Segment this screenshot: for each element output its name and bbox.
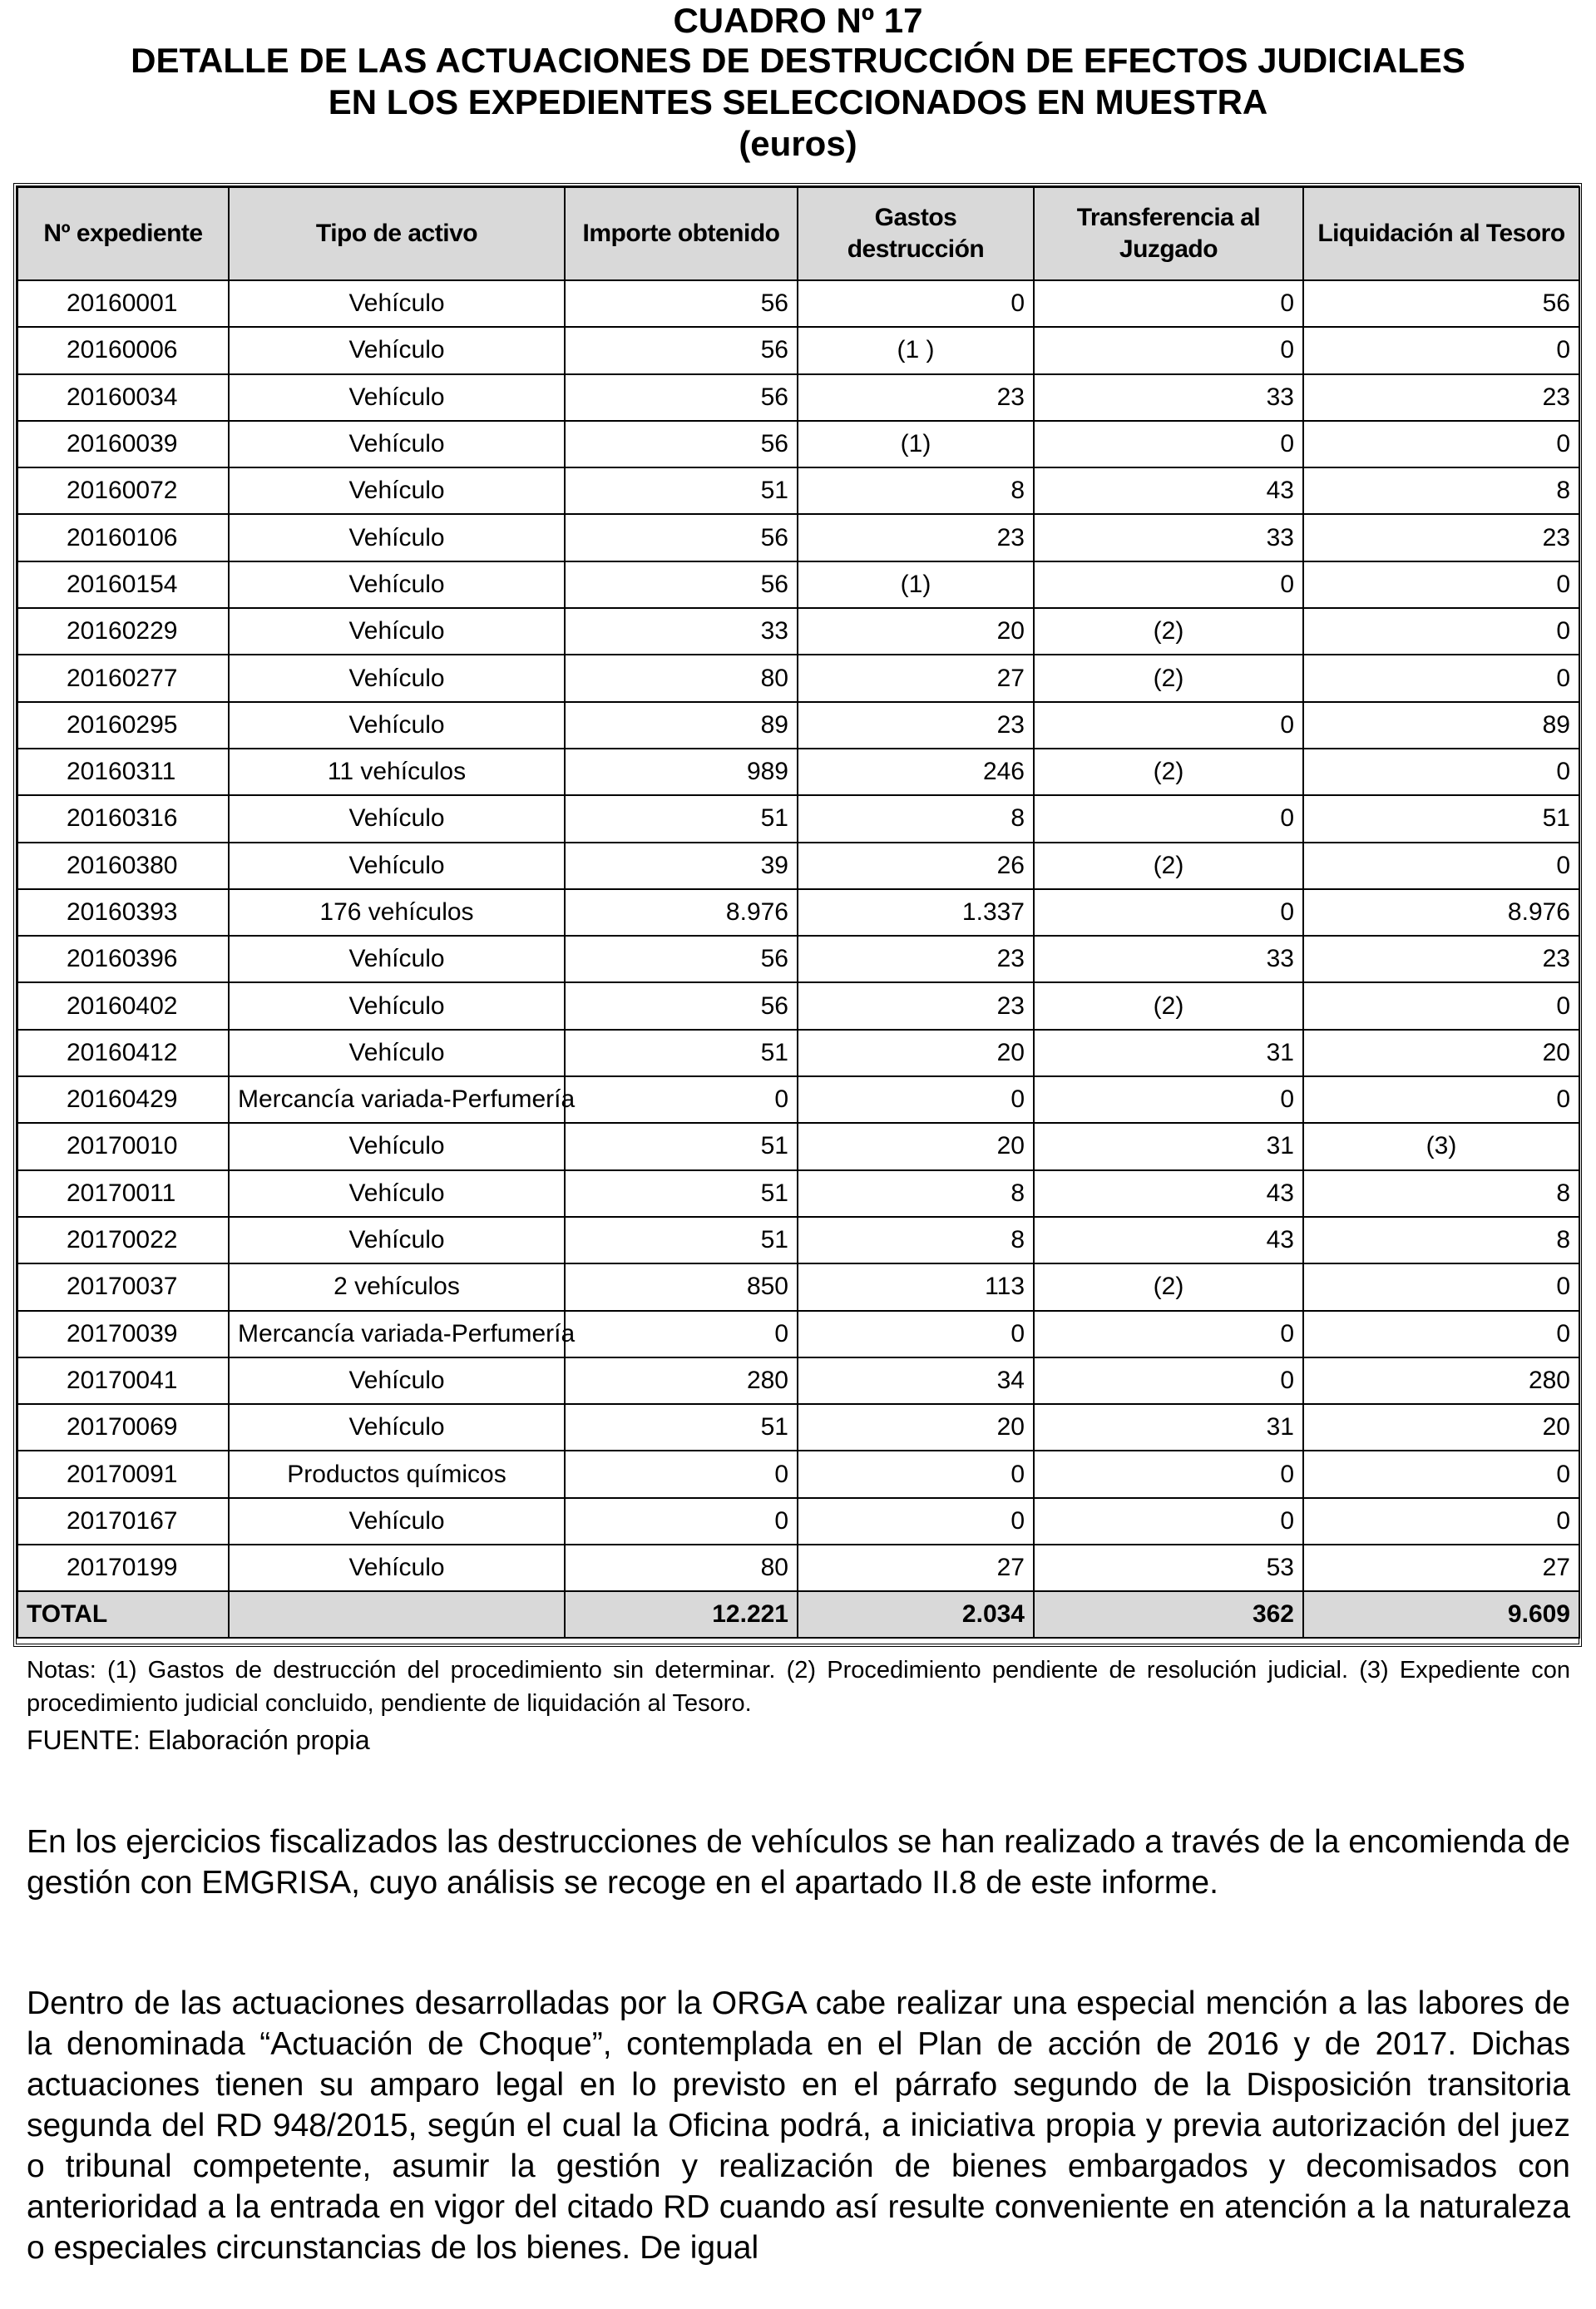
cell-importe: 8.976 [565,889,798,936]
cell-transferencia: (2) [1034,843,1303,889]
cell-liquidacion: 0 [1303,843,1579,889]
cell-liquidacion: 0 [1303,1311,1579,1357]
cell-gastos: 26 [798,843,1034,889]
cell-expediente: 20170010 [17,1123,229,1169]
cell-transferencia: 0 [1034,1311,1303,1357]
cell-gastos: 27 [798,1545,1034,1591]
total-label: TOTAL [17,1591,229,1638]
body-paragraph-2: Dentro de las actuaciones desarrolladas por la ORGA cabe realizar una especial mención a las labores de la denominada “Actuación de Choque”, contemplada en el Plan de acción de 2016 y de 2017. Dichas actuaciones tienen su amparo legal en lo previsto en el párrafo segundo de la Disposición transitoria segunda del RD 948/2015, según el cual la Oficina podrá, a iniciativa propia y previa autorización del juez o tribunal competente, asumir la gestión y realización de bienes embargados y decomisados con anterioridad a la entrada en vigor del citado RD cuando así resulte conveniente en atención a la naturaleza o especiales circunstancias de los bienes. De igual [27,1985,1570,2266]
table-row [17,374,1579,421]
header-gastos: Gastos destrucción [798,187,1034,280]
cell-tipo-activo: Mercancía variada-Perfumería [229,1311,565,1357]
total-tipo [229,1591,565,1638]
cell-expediente: 20160001 [17,280,229,327]
cell-gastos: 0 [798,280,1034,327]
cell-expediente: 20160072 [17,467,229,514]
cell-tipo-activo: Vehículo [229,1404,565,1451]
cell-liquidacion: 23 [1303,514,1579,561]
cell-importe: 0 [565,1311,798,1357]
cell-expediente: 20160412 [17,1030,229,1076]
total-row [17,1591,1579,1638]
cell-transferencia: 0 [1034,421,1303,467]
cell-tipo-activo: 176 vehículos [229,889,565,936]
cell-liquidacion: 0 [1303,421,1579,467]
cell-transferencia: 43 [1034,1170,1303,1217]
cell-tipo-activo: Vehículo [229,1498,565,1545]
cell-importe: 89 [565,702,798,749]
cell-liquidacion: 0 [1303,327,1579,373]
cell-liquidacion: 0 [1303,1076,1579,1123]
cell-importe: 0 [565,1076,798,1123]
cell-expediente: 20160295 [17,702,229,749]
cell-liquidacion: 0 [1303,1263,1579,1310]
cell-transferencia: 0 [1034,1357,1303,1404]
cell-tipo-activo: Vehículo [229,1357,565,1404]
table-body [17,280,1579,1591]
table-row [17,1311,1579,1357]
cell-tipo-activo: Vehículo [229,1217,565,1263]
cell-expediente: 20160277 [17,655,229,701]
table-row [17,1076,1579,1123]
cell-liquidacion: 0 [1303,561,1579,608]
cell-importe: 0 [565,1451,798,1497]
table-source: FUENTE: Elaboración propia [27,1725,370,1755]
cell-gastos: (1 ) [798,327,1034,373]
total-gastos: 2.034 [798,1591,1034,1638]
cell-expediente: 20170037 [17,1263,229,1310]
cell-importe: 80 [565,1545,798,1591]
cell-expediente: 20170199 [17,1545,229,1591]
cell-expediente: 20160393 [17,889,229,936]
cell-gastos: 8 [798,795,1034,842]
cell-importe: 51 [565,1170,798,1217]
cell-importe: 56 [565,514,798,561]
cell-liquidacion: 20 [1303,1404,1579,1451]
cell-expediente: 20160402 [17,982,229,1029]
cell-liquidacion: 20 [1303,1030,1579,1076]
cell-expediente: 20170069 [17,1404,229,1451]
table-row [17,982,1579,1029]
cell-transferencia: (2) [1034,608,1303,655]
body-paragraph-1: En los ejercicios fiscalizados las destrucciones de vehículos se han realizado a través de la encomienda de gestión con EMGRISA, cuyo análisis se recoge en el apartado II.8 de este informe. [27,1824,1570,1901]
cell-tipo-activo: Mercancía variada-Perfumería [229,1076,565,1123]
cell-expediente: 20170011 [17,1170,229,1217]
data-table-frame [13,183,1582,1647]
cell-tipo-activo: Vehículo [229,374,565,421]
table-row [17,280,1579,327]
cell-liquidacion: 8.976 [1303,889,1579,936]
table-row [17,514,1579,561]
table-number-title: CUADRO Nº 17 [673,1,923,40]
cell-importe: 51 [565,467,798,514]
cell-expediente: 20160229 [17,608,229,655]
cell-transferencia: 43 [1034,467,1303,514]
table-row [17,1263,1579,1310]
cell-importe: 33 [565,608,798,655]
cell-importe: 51 [565,795,798,842]
table-row [17,1404,1579,1451]
cell-tipo-activo: Vehículo [229,795,565,842]
table-row [17,561,1579,608]
cell-importe: 989 [565,749,798,795]
cell-tipo-activo: Vehículo [229,421,565,467]
cell-importe: 39 [565,843,798,889]
table-row [17,467,1579,514]
cell-importe: 56 [565,561,798,608]
cell-gastos: 23 [798,374,1034,421]
cell-liquidacion: 8 [1303,1217,1579,1263]
table-title-line-2: EN LOS EXPEDIENTES SELECCIONADOS EN MUESTRA [328,82,1268,121]
cell-importe: 56 [565,421,798,467]
cell-gastos: 34 [798,1357,1034,1404]
cell-liquidacion: 27 [1303,1545,1579,1591]
table-notes: Notas: (1) Gastos de destrucción del procedimiento sin determinar. (2) Procedimiento pendiente de resolución judicial. (3) Expediente con procedimiento judicial concluido, pendiente de liquidación al Tesoro. [27,1657,1570,1717]
cell-expediente: 20160380 [17,843,229,889]
cell-gastos: 20 [798,1404,1034,1451]
cell-gastos: (1) [798,561,1034,608]
cell-transferencia: 53 [1034,1545,1303,1591]
cell-tipo-activo: Vehículo [229,327,565,373]
table-row [17,1451,1579,1497]
cell-liquidacion: 0 [1303,655,1579,701]
table-row [17,936,1579,982]
cell-gastos: 20 [798,1123,1034,1169]
cell-tipo-activo: Vehículo [229,561,565,608]
cell-importe: 51 [565,1123,798,1169]
cell-liquidacion: 8 [1303,467,1579,514]
cell-gastos: 20 [798,1030,1034,1076]
cell-expediente: 20160429 [17,1076,229,1123]
cell-importe: 51 [565,1404,798,1451]
cell-importe: 56 [565,936,798,982]
table-row [17,1217,1579,1263]
cell-transferencia: 0 [1034,1451,1303,1497]
cell-transferencia: 0 [1034,1498,1303,1545]
cell-liquidacion: 280 [1303,1357,1579,1404]
cell-transferencia: 31 [1034,1123,1303,1169]
cell-liquidacion: 56 [1303,280,1579,327]
cell-gastos: 1.337 [798,889,1034,936]
cell-expediente: 20170022 [17,1217,229,1263]
cell-expediente: 20160006 [17,327,229,373]
cell-tipo-activo: Vehículo [229,1170,565,1217]
cell-tipo-activo: Vehículo [229,608,565,655]
cell-transferencia: 31 [1034,1404,1303,1451]
cell-gastos: 113 [798,1263,1034,1310]
cell-transferencia: 0 [1034,561,1303,608]
table-row [17,1357,1579,1404]
cell-importe: 51 [565,1217,798,1263]
cell-tipo-activo: Vehículo [229,843,565,889]
cell-transferencia: 31 [1034,1030,1303,1076]
cell-gastos: 8 [798,1170,1034,1217]
total-transferencia: 362 [1034,1591,1303,1638]
cell-transferencia: 33 [1034,514,1303,561]
cell-transferencia: 43 [1034,1217,1303,1263]
cell-expediente: 20160106 [17,514,229,561]
cell-importe: 56 [565,280,798,327]
cell-expediente: 20170039 [17,1311,229,1357]
table-row [17,889,1579,936]
cell-expediente: 20170041 [17,1357,229,1404]
table-title-line-1: DETALLE DE LAS ACTUACIONES DE DESTRUCCIÓN DE EFECTOS JUDICIALES [131,41,1465,80]
cell-expediente: 20160316 [17,795,229,842]
cell-gastos: 0 [798,1498,1034,1545]
cell-tipo-activo: Vehículo [229,467,565,514]
cell-importe: 56 [565,982,798,1029]
cell-importe: 51 [565,1030,798,1076]
total-importe: 12.221 [565,1591,798,1638]
table-header-row [17,187,1579,280]
table-row [17,702,1579,749]
header-expediente: Nº expediente [17,187,229,280]
cell-importe: 56 [565,374,798,421]
cell-gastos: 23 [798,982,1034,1029]
cell-transferencia: (2) [1034,1263,1303,1310]
table-row [17,795,1579,842]
cell-transferencia: 0 [1034,702,1303,749]
cell-transferencia: 33 [1034,374,1303,421]
cell-expediente: 20160154 [17,561,229,608]
cell-liquidacion: (3) [1303,1123,1579,1169]
cell-liquidacion: 0 [1303,608,1579,655]
cell-importe: 0 [565,1498,798,1545]
cell-liquidacion: 51 [1303,795,1579,842]
cell-tipo-activo: Vehículo [229,936,565,982]
cell-tipo-activo: Vehículo [229,1545,565,1591]
cell-gastos: 8 [798,1217,1034,1263]
table-row [17,843,1579,889]
cell-tipo-activo: 2 vehículos [229,1263,565,1310]
cell-expediente: 20160311 [17,749,229,795]
header-liquidacion: Liquidación al Tesoro [1303,187,1579,280]
table-row [17,1545,1579,1591]
cell-liquidacion: 0 [1303,982,1579,1029]
table-units: (euros) [739,124,857,163]
cell-tipo-activo: Productos químicos [229,1451,565,1497]
cell-tipo-activo: Vehículo [229,982,565,1029]
cell-transferencia: (2) [1034,982,1303,1029]
cell-gastos: 0 [798,1451,1034,1497]
cell-transferencia: (2) [1034,749,1303,795]
cell-gastos: 0 [798,1311,1034,1357]
cell-liquidacion: 0 [1303,1498,1579,1545]
cell-importe: 80 [565,655,798,701]
cell-gastos: 27 [798,655,1034,701]
cell-expediente: 20160039 [17,421,229,467]
header-tipo-activo: Tipo de activo [229,187,565,280]
cell-tipo-activo: Vehículo [229,1030,565,1076]
cell-gastos: 23 [798,514,1034,561]
table-row [17,1030,1579,1076]
cell-gastos: 23 [798,702,1034,749]
cell-transferencia: 33 [1034,936,1303,982]
table-row [17,327,1579,373]
cell-tipo-activo: Vehículo [229,514,565,561]
cell-tipo-activo: Vehículo [229,280,565,327]
table-row [17,421,1579,467]
cell-tipo-activo: Vehículo [229,1123,565,1169]
cell-transferencia: (2) [1034,655,1303,701]
cell-importe: 56 [565,327,798,373]
cell-liquidacion: 0 [1303,749,1579,795]
cell-expediente: 20170167 [17,1498,229,1545]
cell-importe: 280 [565,1357,798,1404]
header-importe: Importe obtenido [565,187,798,280]
cell-liquidacion: 8 [1303,1170,1579,1217]
cell-liquidacion: 23 [1303,374,1579,421]
cell-gastos: 0 [798,1076,1034,1123]
cell-expediente: 20170091 [17,1451,229,1497]
total-liquidacion: 9.609 [1303,1591,1579,1638]
cell-gastos: (1) [798,421,1034,467]
cell-liquidacion: 23 [1303,936,1579,982]
cell-tipo-activo: Vehículo [229,702,565,749]
table-row [17,1498,1579,1545]
cell-gastos: 246 [798,749,1034,795]
cell-gastos: 20 [798,608,1034,655]
cell-gastos: 8 [798,467,1034,514]
cell-transferencia: 0 [1034,889,1303,936]
header-transferencia: Transferencia al Juzgado [1034,187,1303,280]
cell-liquidacion: 89 [1303,702,1579,749]
cell-gastos: 23 [798,936,1034,982]
actuaciones-table [17,186,1580,1639]
cell-expediente: 20160396 [17,936,229,982]
table-row [17,655,1579,701]
cell-tipo-activo: 11 vehículos [229,749,565,795]
cell-transferencia: 0 [1034,795,1303,842]
cell-transferencia: 0 [1034,327,1303,373]
cell-transferencia: 0 [1034,280,1303,327]
cell-tipo-activo: Vehículo [229,655,565,701]
table-row [17,1170,1579,1217]
cell-importe: 850 [565,1263,798,1310]
cell-transferencia: 0 [1034,1076,1303,1123]
table-row [17,749,1579,795]
table-row [17,608,1579,655]
cell-liquidacion: 0 [1303,1451,1579,1497]
table-row [17,1123,1579,1169]
cell-expediente: 20160034 [17,374,229,421]
